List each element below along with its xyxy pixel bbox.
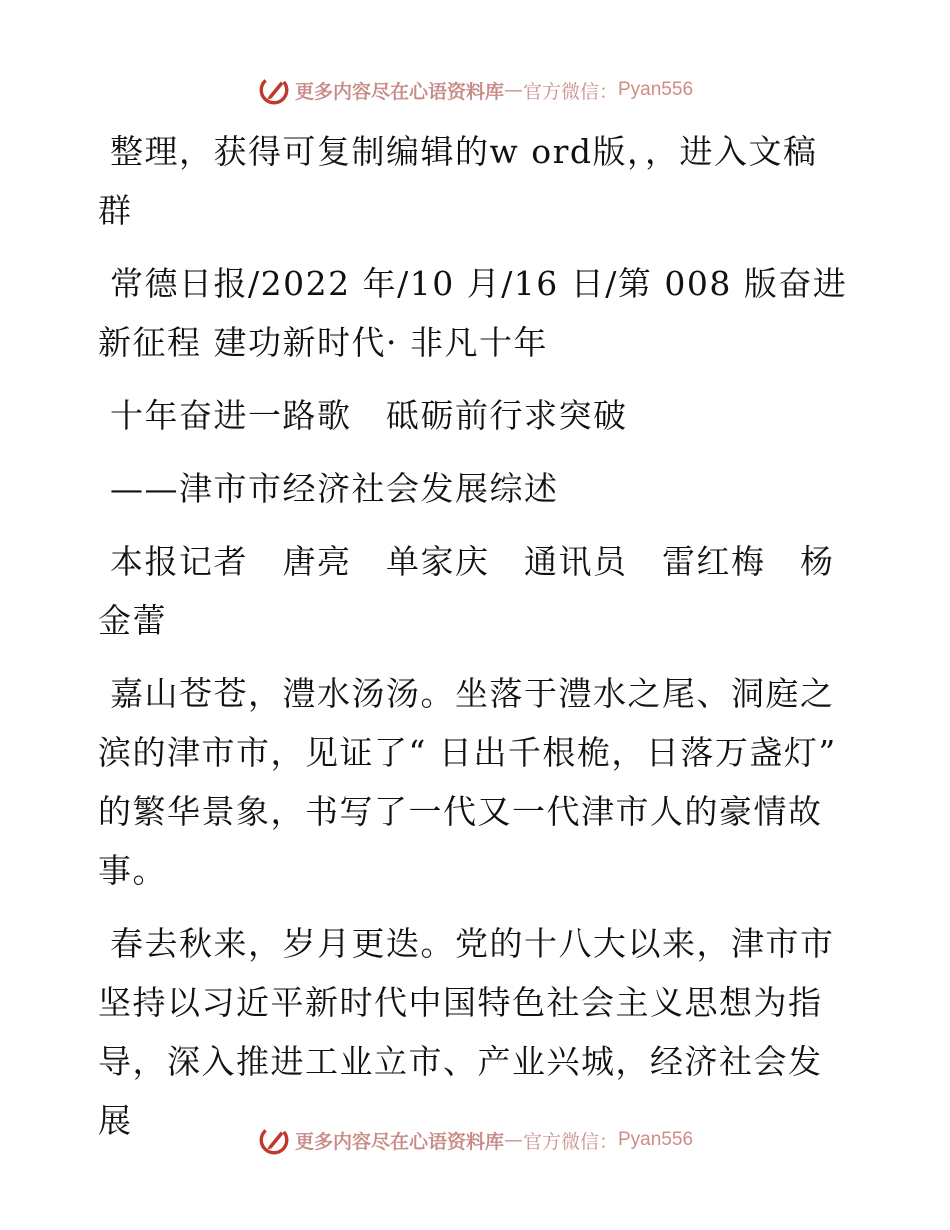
footer-separator: — bbox=[503, 1129, 523, 1151]
paragraph-body-1: 嘉山苍苍，澧水汤汤。坐落于澧水之尾、洞庭之滨的津市市，见证了“ 日出千根桅，日落万盏灯” 的繁华景象，书写了一代又一代津市人的豪情故事。 bbox=[98, 674, 849, 890]
header-watermark bbox=[0, 70, 950, 110]
footer-brand-text: 更多内容尽在心语资料库 bbox=[294, 1130, 504, 1153]
header-brand-text: 更多内容尽在心语资料库 bbox=[294, 80, 504, 103]
brand-logo-icon bbox=[257, 73, 291, 107]
paragraph-source: 常德日报/2022 年/10 月/16 日/第 008 版奋进新征程 建功新时代· 非凡十年 bbox=[98, 264, 848, 362]
header-wechat-id: Pyan556 bbox=[618, 79, 694, 100]
article-title: 十年奋进一路歌 砥砺前行求突破 bbox=[98, 396, 628, 435]
footer-wechat-id: Pyan556 bbox=[618, 1129, 694, 1150]
footer-wechat-label: 官方微信： bbox=[522, 1130, 618, 1153]
footer-watermark bbox=[0, 1120, 950, 1160]
article-byline: 本报记者 唐亮 单家庆 通讯员 雷红梅 杨金蕾 bbox=[98, 542, 835, 640]
document-body bbox=[98, 122, 850, 1164]
paragraph-body-2: 春去秋来，岁月更迭。党的十八大以来，津市市坚持以习近平新时代中国特色社会主义思想为指导，深入推进工业立市、产业兴城，经济社会发展 bbox=[98, 924, 835, 1140]
brand-logo-icon bbox=[257, 1123, 291, 1157]
header-separator: — bbox=[503, 79, 523, 101]
article-subtitle: ——津市市经济社会发展综述 bbox=[98, 469, 559, 508]
header-wechat-label: 官方微信： bbox=[522, 80, 618, 103]
paragraph-intro: 整理，获得可复制编辑的w ord版，，进入文稿群 bbox=[98, 132, 818, 230]
